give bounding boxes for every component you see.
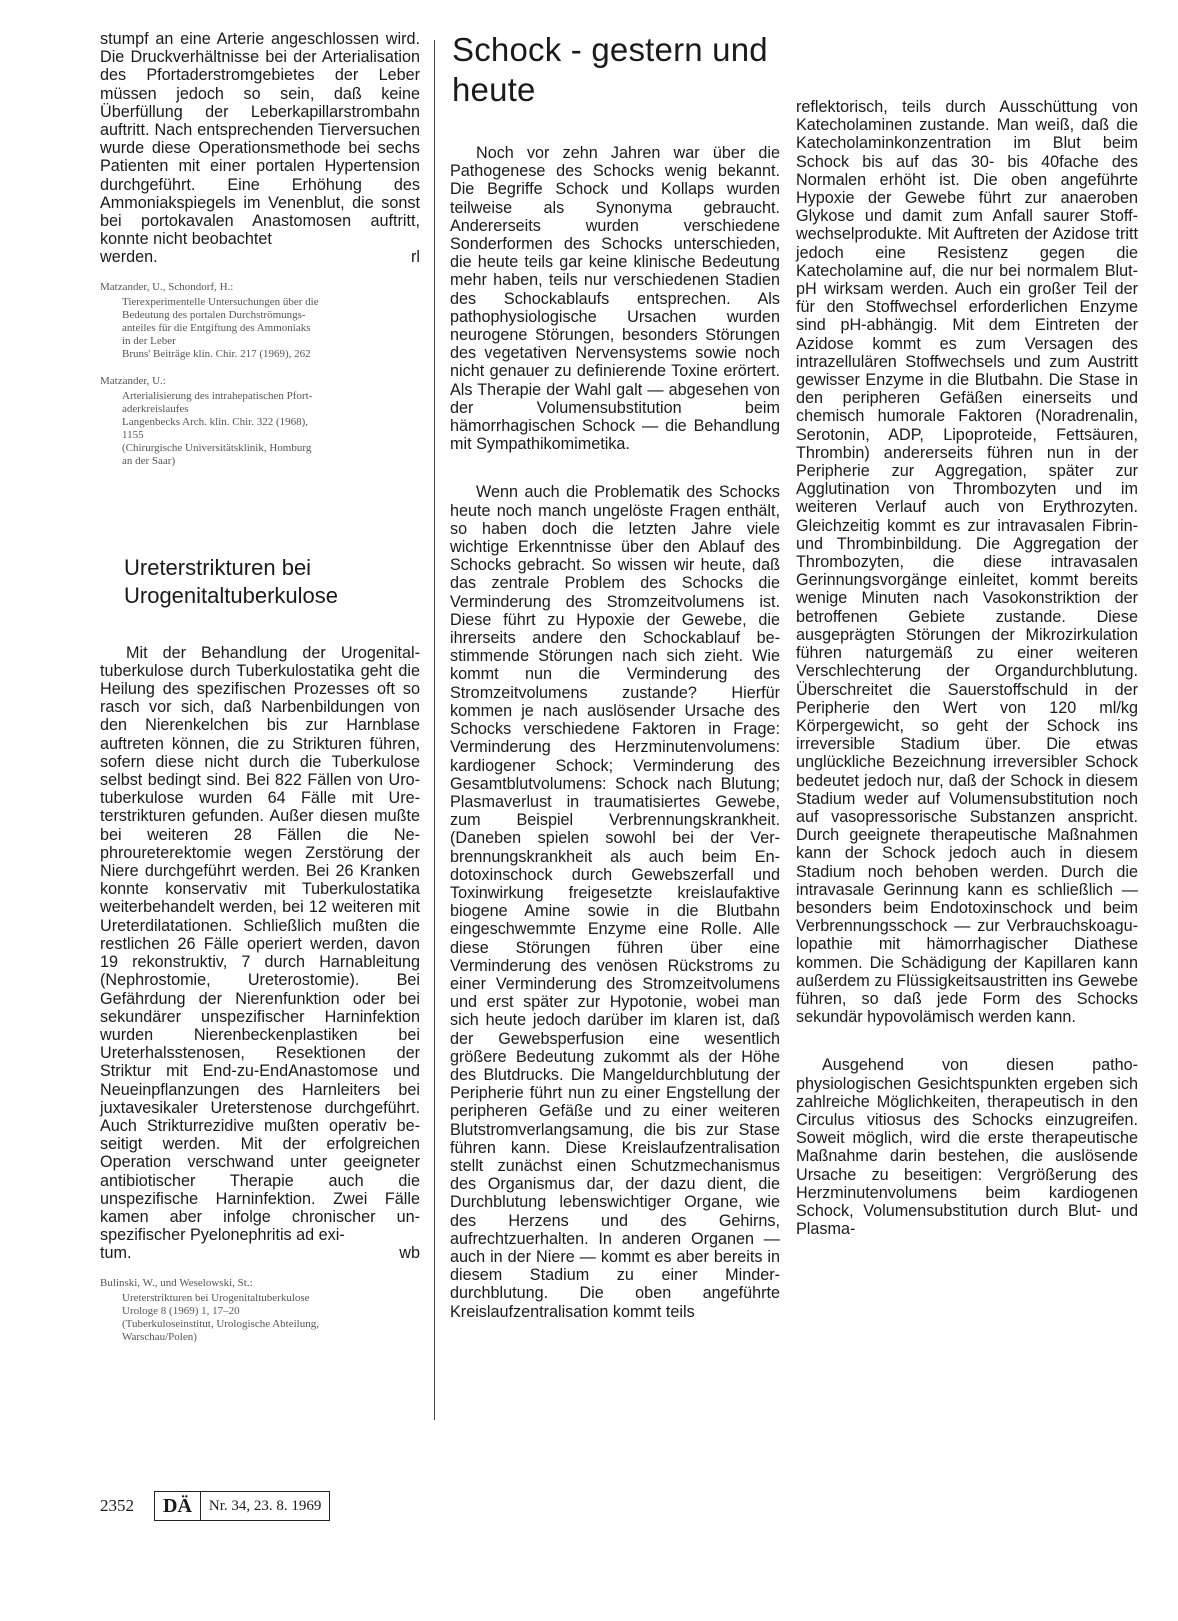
reference-body — [100, 1292, 420, 1344]
continued-paragraph: stumpf an eine Arterie angeschlossen wird. Die Druckverhältnisse bei der Arterialisation des Pfortaderstromgebietes der Leber müssen jedoch so sein, daß keine Überfüllung der Leberkapillarstrombahn auftritt. Nach entsprechenden Tierversuchen wurde diese Operationsmethode bei sechs Patienten mit einer portalen Hypertension durchgeführt. Eine Erhöhung des Ammoniakspiegels im Venenblut, die sonst bei portokavalen Anastomosen auftritt, konnte nicht beobachtet — [100, 30, 420, 249]
body-paragraph: Mit der Behandlung der Urogenitaltuberkulose durch Tuberkulostatika geht die Heilung des spezifischen Prozesses oft so rasch vor sich, daß Narbenbildungen von den Nierenkelchen bis zur Harnblase auftreten können, die zu Strikturen führen, sofern diese nicht durch die Tuberkulose selbst bedingt sind. Bei 822 Fällen von Urotuberkulose wurden 64 Fälle mit Ureterstrikturen gefunden. Außer diesen mußte bei weiteren 28 Fällen die Nephroureterektomie wegen Zerstörung der Niere durchgeführt werden. Bei 26 Kranken konnte konservativ mit Tuberkulostatika weiterbehandelt werden, bei 12 weiteren mit Ureterdilatationen. Schließlich mußten die restlichen 26 Fälle operiert werden, davon 19 rekonstruktiv, 7 durch Harnableitung (Nephrostomie, Ureterostomie). Bei Gefährdung der Nierenfunktion oder bei sekundärer unspezifischer Harninfektion wurden Nierenbeckenplastiken bei Ureterhalsstenosen, Resektionen der Striktur mit End-zu-EndAnastomose und Neueinpflanzungen des Harnleiters bei juxtavesikaler Ureterstenose durchgeführt. Auch Strikturrezidive mußten operativ beseitigt werden. Mit der erfolgreichen Operation verschwand unter geeigneter antibiotischer Therapie auch die unspezifische Harninfektion. Zwei Fälle kamen aber infolge chronischer unspezifischer Pyelonephritis ad exi- — [100, 643, 420, 1245]
reference-line: anteiles für die Entgiftung des Ammoniaks — [122, 321, 311, 334]
page-number: 2352 — [100, 1496, 134, 1515]
heading-line: Urogenitaltuberkulose — [124, 582, 339, 608]
column-divider — [434, 40, 435, 1420]
article-title: Schock - gestern und heute — [452, 31, 768, 108]
reference-line: an der Saar) — [122, 454, 176, 467]
reference-line: Langenbecks Arch. klin. Chir. 322 (1968), — [122, 415, 309, 428]
continued-text — [100, 30, 420, 267]
column-left — [100, 30, 420, 1344]
reference-3 — [100, 1277, 420, 1344]
reference-line: Ureterstrikturen bei Urogenitaltuberkulose — [122, 1291, 310, 1304]
author-initials: wb — [399, 1244, 420, 1263]
reference-line: Bedeutung des portalen Durchströmungs- — [122, 308, 306, 321]
reference-body — [100, 296, 420, 361]
signature-line — [100, 248, 420, 266]
author-initials: rl — [411, 248, 420, 267]
reference-line: Urologe 8 (1969) 1, 17–20 — [122, 1304, 240, 1317]
reference-body — [100, 390, 420, 468]
reference-line: aderkreislaufes — [122, 402, 189, 415]
heading-line: Ureterstrikturen bei — [124, 554, 312, 580]
reference-authors: Matzander, U., Schondorf, H.: — [100, 280, 234, 293]
body-paragraph: Wenn auch die Problematik des Schocks heute noch manch ungelöste Fragen enthält, so haben doch die letzten Jahre viele wichtige Erkenntnisse über den Ablauf des Schocks gebracht. So wissen wir heute, daß das zentrale Problem des Schocks die Verminderung des Stromzeitvolumens ist. Diese führt zu Hypoxie der Gewebe, die ihrerseits andere den Schockablauf bestimmende Störungen nach sich zieht. Wie kommt nun die Verminderung des Stromzeitvolumens zustande? Hierfür kommen je nach auslösender Ursache des Schocks verschiedene Faktoren in Frage: Verminderung des Herzminutenvolumens: kardiogener Schock; Verminderung des Gesamtblutvolumens: Schock nach Blutung; Plasmaverlust in traumatisiertes Gewebe, zum Beispiel Verbrennungskrankheit. (Daneben spielen sowohl bei der Verbrennungskrankheit als auch beim Endotoxinschock durch Gewebszerfall und Toxinwirkung freigesetzte kreislaufaktive biogene Amine sowie in die Blutbahn eingeschwemmte Enzyme eine Rolle. Alle diese Störungen führen über eine Verminderung des venösen Rückstroms zu einer Verminderung des Stromzeitvolumens und erst später zur Hypotonie, wobei man sich heute jedoch darüber im klaren ist, daß der Gewebsperfusion eine wesentlich größere Bedeutung zukommt als der Höhe des Blutdrucks. Die Mangeldurchblutung der Peripherie führt nun zu einer Engstellung der peripheren Gefäße und zu einer weiteren Blutstromverlangsamung, die bis zur Stase führen kann. Diese Kreislaufzentralisation stellt zunächst einen Schutzmechanismus des Organismus dar, der dazu dient, die Durchblutung lebenswichtiger Organe, wie des Herzens und des Gehirns, aufrechtzuerhalten. In anderen Organen — auch in der Niere — kommt es aber bereits in diesem Stadium zu einer Minderdurchblutung. Die oben angeführte Kreislaufzentralisation kommt teils — [450, 483, 780, 1321]
column-right — [796, 98, 1138, 1238]
reference-line: Bruns' Beiträge klin. Chir. 217 (1969), 262 — [122, 347, 311, 360]
reference-line: (Chirurgische Universitätsklinik, Homburg — [122, 441, 312, 454]
article-body — [100, 644, 420, 1263]
article-heading — [124, 554, 420, 610]
body-paragraph: Noch vor zehn Jahren war über die Pathogenese des Schocks wenig bekannt. Die Begriffe Schock und Kollaps wurden teilweise als Synonyma gebraucht. Andererseits wurden verschiedene Sonderformen des Schocks unterschieden, die heute teils gar keine klinische Bedeutung mehr haben, teils nur verschiedenen Stadien des Schockablaufs entsprechen. Als pathophysiologische Ursachen wurden neurogene Störungen, besonders Störungen des vegetativen Nervensystems sowie noch nicht genauer zu definierende Toxine erörtert. Als Therapie der Wahl galt — abgesehen von der Volumensubstitution beim hämorrhagischen Schock — die Behandlung mit Sympathikomimetika. — [450, 144, 780, 454]
body-paragraph: Ausgehend von diesen pathophysiologischen Gesichtspunkten ergeben sich zahlreiche Möglichkeiten, therapeutisch in den Circulus vitiosus des Schocks einzugreifen. Soweit möglich, wird die erste therapeutische Maßnahme darin bestehen, die auslösende Ursache zu beseitigen: Vergrößerung des Herzminutenvolumens beim kardiogenen Schock, Volumensubstitution durch Blut- und Plasma- — [796, 1056, 1138, 1239]
reference-authors: Bulinski, W., und Weselowski, St.: — [100, 1276, 253, 1289]
reference-line: (Tuberkuloseinstitut, Urologische Abteilung, — [122, 1317, 319, 1330]
body-paragraph: reflektorisch, teils durch Ausschüttung von Katecholaminen zustande. Man weiß, daß die Katecholaminkonzentration im Blut beim Schock bis auf das 30- bis 40fache des Normalen erhöht ist. Die oben angeführte Hypoxie der Gewebe führt zur anaeroben Glykose und damit zum Anfall saurer Stoffwechselprodukte. Mit Auftreten der Azidose tritt jedoch eine Resistenz gegen die Katecholamine auf, die nur bei normalem Blut-pH wirksam werden. Auch ein großer Teil der für den Stoffwechsel erforderlichen Enzyme sind pH-abhängig. Mit dem Eintreten der Azidose kommt es zum Versagen des intrazellulären Stoffwechsels und zum Austritt gewisser Enzyme in die Blutbahn. Die Stase in den peripheren Gefäßen einerseits und chemisch humorale Faktoren (Noradrenalin, Serotonin, ADP, Lipoproteide, Fettsäuren, Thrombin) andererseits führen nun in der Peripherie zur Aggregation, später zur Agglutination von Thrombozyten und im weiteren Verlauf auch von Erythrozyten. Gleichzeitig kommt es zur intravasalen Fibrin- und Thrombinbildung. Die Aggregation der Thrombozyten, die diese intravasalen Gerinnungsvorgänge einleitet, kommt bereits wenige Minuten nach Vasokonstriktion der betroffenen Gebiete zustande. Diese ausgeprägten Störungen der Mikrozirkulation führen naturgemäß zu einer weiteren Verschlechterung der Organdurchblutung. Überschreitet die Sauerstoffschuld in der Peripherie den Wert von 120 ml/kg Körpergewicht, so geht der Schock ins irreversible Stadium über. Die etwas unglückliche Bezeichnung irreversibler Schock bedeutet jedoch nur, daß der Schock in diesem Stadium weder auf Volumensubstitution noch auf vasopressorische Substanzen anspricht. Durch geeignete therapeutische Maßnahmen kann der Schock jedoch auch in diesem Stadium noch behoben werden. Durch die intravasale Gerinnung kann es schließlich — besonders beim Endotoxinschock und beim Verbrennungsschock — zur Verbrauchskoagulopathie mit hämorrhagischer Diathese kommen. Die Schädigung der Kapillaren kann außerdem zu Flüssigkeitsaustritten ins Gewebe führen, so daß jede Form des Schocks sekundär hypovolämisch werden kann. — [796, 98, 1138, 1027]
signature-line — [100, 1244, 420, 1262]
issue-info: Nr. 34, 23. 8. 1969 — [208, 1497, 322, 1514]
page-footer — [100, 1491, 330, 1521]
reference-line: Arterialisierung des intrahepatischen Pfort- — [122, 389, 313, 402]
journal-logo: DÄ — [155, 1492, 201, 1520]
column-middle — [450, 30, 780, 1321]
reference-1 — [100, 281, 420, 361]
reference-line: 1155 — [122, 428, 144, 441]
reference-2 — [100, 375, 420, 468]
last-word: tum. — [100, 1244, 132, 1263]
reference-line: in der Leber — [122, 334, 176, 347]
reference-line: Tierexperimentelle Untersuchungen über die — [122, 295, 319, 308]
reference-line: Warschau/Polen) — [122, 1330, 197, 1343]
last-word: werden. — [100, 248, 158, 267]
reference-authors: Matzander, U.: — [100, 374, 166, 387]
journal-box — [154, 1491, 330, 1521]
